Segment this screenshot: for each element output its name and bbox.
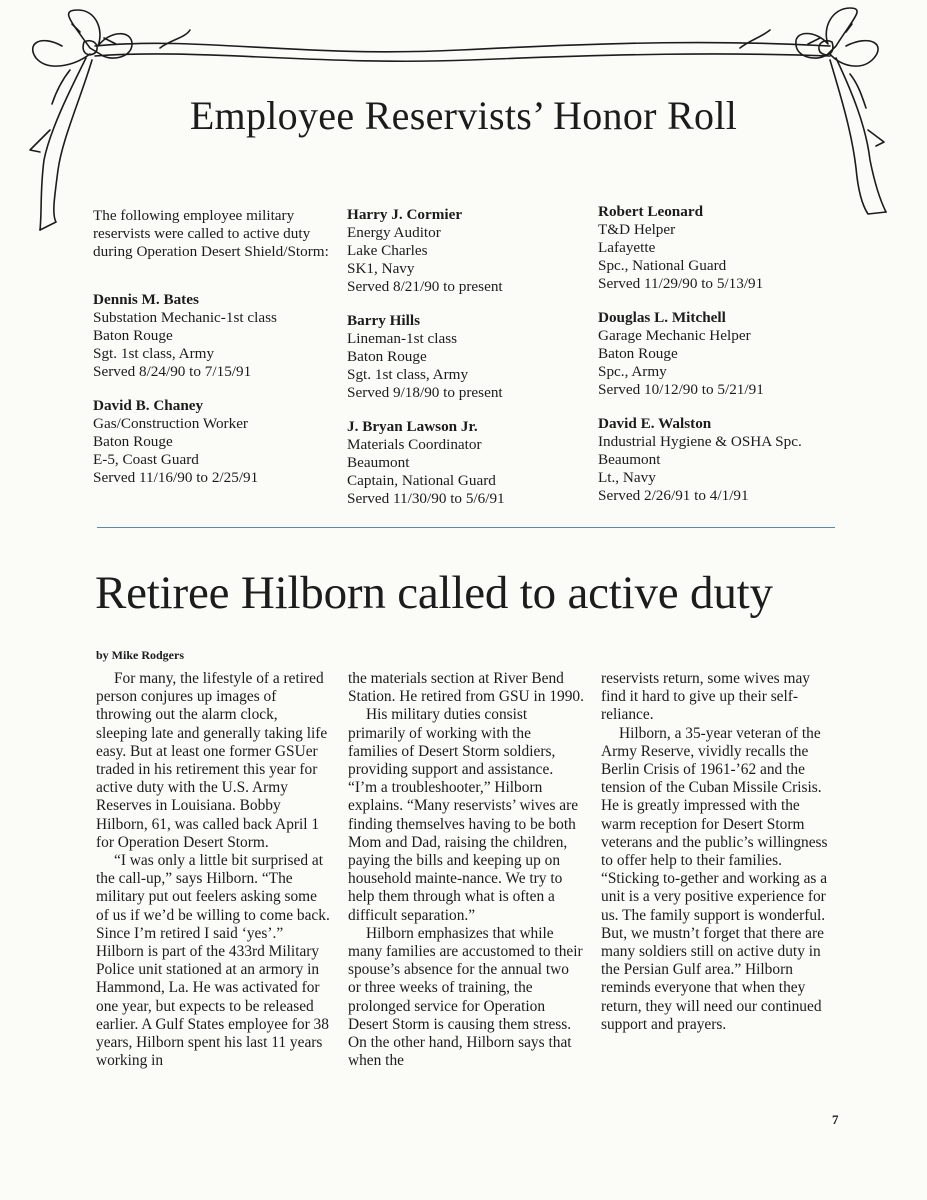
article-paragraph: His military duties consist primarily of working with the families of Desert Storm soldiers, providing support and assistance. “I’m a troubleshooter,” Hilborn explains. “Many reservists’ wives are finding themselves having to be both Mom and Dad, raising the children, paying the bills and keeping up on household mainte-nance. We try to help them through what is often a difficult separation.” bbox=[348, 706, 579, 924]
reservist-service-dates: Served 11/29/90 to 5/13/91 bbox=[598, 275, 764, 292]
reservist-rank: Spc., National Guard bbox=[598, 257, 727, 274]
reservist-title: Materials Coordinator bbox=[347, 436, 482, 453]
reservist-entry bbox=[347, 312, 592, 402]
reservist-rank: Lt., Navy bbox=[598, 469, 656, 486]
reservist-location: Baton Rouge bbox=[347, 348, 427, 365]
article-paragraph: For many, the lifestyle of a retired person conjures up images of throwing out the alarm clock, sleeping late and generally taking life easy. But at least one former GSUer traded in his retirement this year for active duty with the U.S. Army Reserves in Louisiana. Bobby Hilborn, 61, was called back April 1 for Operation Desert Storm. bbox=[96, 670, 328, 851]
reservist-rank: E-5, Coast Guard bbox=[93, 451, 199, 468]
article-paragraph: the materials section at River Bend Station. He retired from GSU in 1990. bbox=[348, 670, 584, 706]
article-byline: by Mike Rodgers bbox=[96, 648, 184, 662]
reservist-name: David E. Walston bbox=[598, 415, 712, 432]
reservist-location: Beaumont bbox=[598, 451, 661, 468]
reservist-name: Barry Hills bbox=[347, 312, 420, 329]
reservist-rank: Sgt. 1st class, Army bbox=[347, 366, 469, 383]
article-paragraph: reservists return, some wives may find it hard to give up their self-reliance. bbox=[601, 670, 811, 724]
article-paragraph: “I was only a little bit surprised at the call-up,” says Hilborn. “The military put out feelers asking some of us if we’d be willing to come back. Since I’m retired I said ‘yes’.” Hilborn is part of the 433rd Military Police unit stationed at an armory in Hammond, La. He was activated for one year, but expects to be released earlier. A Gulf States employee for 38 years, Hilborn spent his last 11 years working in bbox=[96, 852, 330, 1070]
reservist-entry bbox=[598, 415, 858, 505]
reservist-rank: Sgt. 1st class, Army bbox=[93, 345, 215, 362]
left-bow-icon bbox=[69, 10, 132, 58]
reservist-title: Lineman-1st class bbox=[347, 330, 458, 347]
reservist-entry bbox=[93, 291, 338, 381]
reservist-name: Robert Leonard bbox=[598, 203, 704, 220]
reservist-title: Industrial Hygiene & OSHA Spc. bbox=[598, 433, 802, 450]
reservist-service-dates: Served 11/16/90 to 2/25/91 bbox=[93, 469, 259, 486]
honor-roll-column-2 bbox=[347, 206, 592, 524]
honor-roll-column-3 bbox=[598, 203, 858, 521]
reservist-name: David B. Chaney bbox=[93, 397, 204, 414]
honor-roll-column-1 bbox=[93, 207, 338, 503]
article-headline: Retiree Hilborn called to active duty bbox=[95, 567, 773, 619]
reservist-rank: Spc., Army bbox=[598, 363, 667, 380]
reservist-entry bbox=[93, 397, 338, 487]
reservist-title: Garage Mechanic Helper bbox=[598, 327, 751, 344]
reservist-title: Energy Auditor bbox=[347, 224, 441, 241]
reservist-service-dates: Served 8/24/90 to 7/15/91 bbox=[93, 363, 252, 380]
reservist-location: Baton Rouge bbox=[93, 327, 173, 344]
reservist-location: Baton Rouge bbox=[93, 433, 173, 450]
article-column-2 bbox=[348, 670, 584, 1070]
reservist-name: J. Bryan Lawson Jr. bbox=[347, 418, 478, 435]
reservist-location: Baton Rouge bbox=[598, 345, 678, 362]
honor-roll-intro: The following employee military reservists were called to active duty during Operation Desert Shield/Storm: bbox=[93, 207, 329, 260]
reservist-title: Gas/Construction Worker bbox=[93, 415, 248, 432]
article-paragraph: Hilborn, a 35-year veteran of the Army Reserve, vividly recalls the Berlin Crisis of 1961-’62 and the tension of the Cuban Missile Crisis. He is greatly impressed with the warm reception for Desert Storm veterans and the public’s willingness to offer help to their families. “Sticking to-gether and working as a unit is a very positive experience for us. The family support is wonderful. But, we mustn’t forget that there are many soldiers still on active duty in the Persian Gulf area.” Hilborn reminds everyone that when they return, they will need our continued support and prayers. bbox=[601, 724, 828, 1033]
section-divider bbox=[97, 527, 835, 528]
reservist-rank: SK1, Navy bbox=[347, 260, 415, 277]
reservist-title: Substation Mechanic-1st class bbox=[93, 309, 277, 326]
right-bow-icon bbox=[796, 8, 857, 58]
reservist-name: Dennis M. Bates bbox=[93, 291, 199, 308]
reservist-title: T&D Helper bbox=[598, 221, 676, 238]
article-column-1 bbox=[96, 670, 332, 1070]
reservist-location: Lafayette bbox=[598, 239, 656, 256]
reservist-service-dates: Served 2/26/91 to 4/1/91 bbox=[598, 487, 749, 504]
reservist-rank: Captain, National Guard bbox=[347, 472, 496, 489]
reservist-location: Beaumont bbox=[347, 454, 410, 471]
reservist-service-dates: Served 10/12/90 to 5/21/91 bbox=[598, 381, 764, 398]
reservist-name: Harry J. Cormier bbox=[347, 206, 463, 223]
reservist-service-dates: Served 9/18/90 to present bbox=[347, 384, 503, 401]
reservist-service-dates: Served 11/30/90 to 5/6/91 bbox=[347, 490, 505, 507]
reservist-location: Lake Charles bbox=[347, 242, 428, 259]
article-column-3 bbox=[601, 670, 837, 1034]
honor-roll-title: Employee Reservists’ Honor Roll bbox=[189, 93, 738, 138]
reservist-entry bbox=[347, 418, 592, 508]
reservist-name: Douglas L. Mitchell bbox=[598, 309, 726, 326]
article-paragraph: Hilborn emphasizes that while many families are accustomed to their spouse’s absence for the annual two or three weeks of training, the prolonged service for Operation Desert Storm is causing them stress. On the other hand, Hilborn says that when the bbox=[348, 924, 583, 1070]
reservist-entry bbox=[598, 309, 858, 399]
reservist-entry bbox=[598, 203, 858, 293]
reservist-service-dates: Served 8/21/90 to present bbox=[347, 278, 503, 295]
page-number: 7 bbox=[832, 1112, 839, 1127]
reservist-entry bbox=[347, 206, 592, 296]
